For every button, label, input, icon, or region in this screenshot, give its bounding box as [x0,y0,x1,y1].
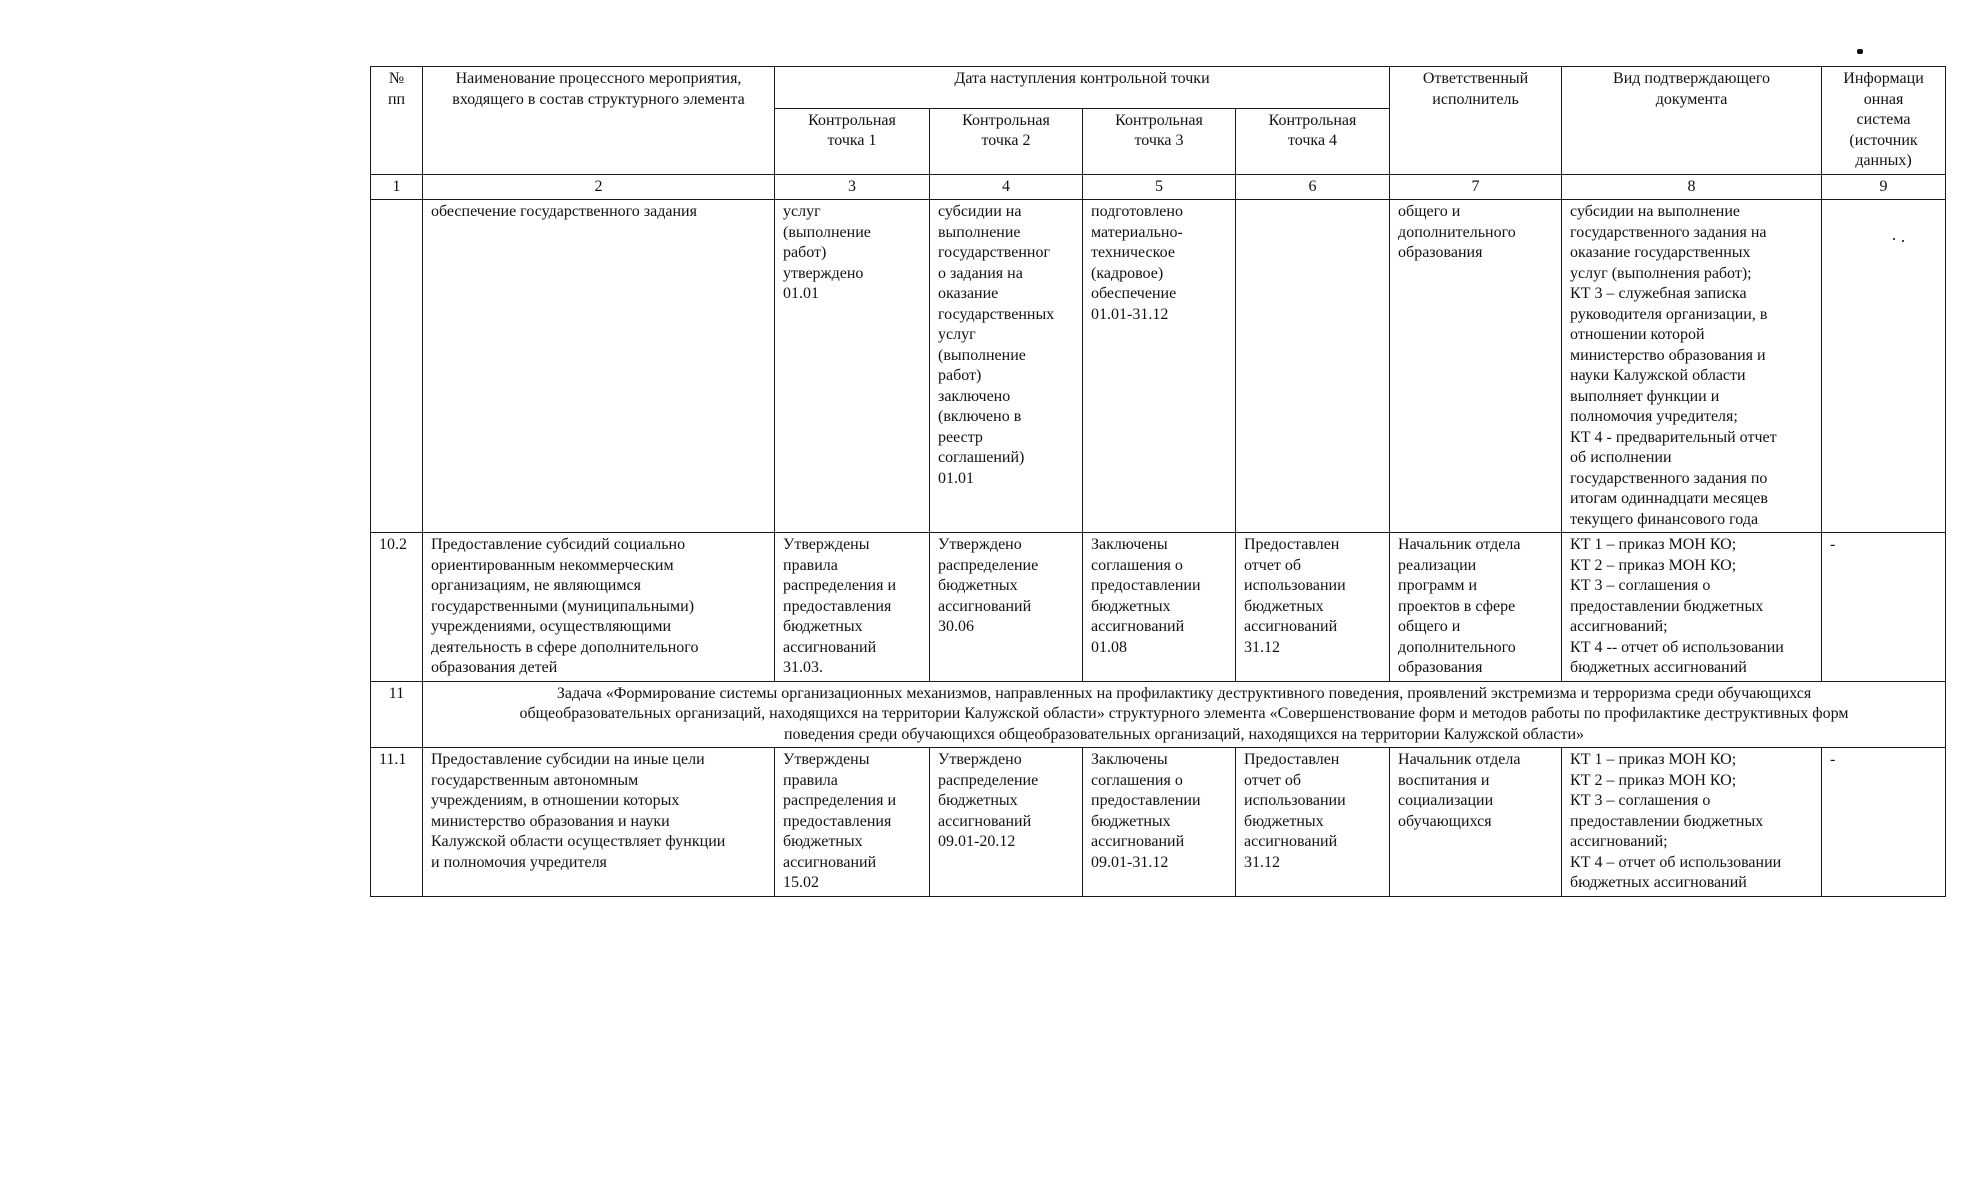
header-name: Наименование процессного мероприятия, входящего в состав структурного элемента [423,67,775,175]
header-row-1 [371,67,1946,109]
row-kt4: Предоставлен отчет об использовании бюджетных ассигнований 31.12 [1236,533,1390,682]
row-document: КТ 1 – приказ МОН КО; КТ 2 – приказ МОН КО; КТ 3 – соглашения о предоставлении бюджетных ассигнований; КТ 4 – отчет об использовании бюджетных ассигнований [1562,748,1822,897]
header-kt3: Контрольная точка 3 [1083,108,1236,174]
row-info: - [1822,533,1946,682]
row-document: КТ 1 – приказ МОН КО; КТ 2 – приказ МОН КО; КТ 3 – соглашения о предоставлении бюджетных ассигнований; КТ 4 -- отчет об использовании бюджетных ассигнований [1562,533,1822,682]
row-responsible: Начальник отдела реализации программ и проектов в сфере общего и дополнительного образования [1390,533,1562,682]
col-number: 9 [1822,174,1946,200]
header-document: Вид подтверждающего документа [1562,67,1822,175]
col-number: 7 [1390,174,1562,200]
row-num [371,200,423,533]
row-responsible: Начальник отдела воспитания и социализации обучающихся [1390,748,1562,897]
row-name: обеспечение государственного задания [423,200,775,533]
task-num: 11 [371,681,423,748]
table-row [371,533,1946,682]
row-kt2: Утверждено распределение бюджетных ассигнований 30.06 [930,533,1083,682]
col-number: 2 [423,174,775,200]
header-kt4: Контрольная точка 4 [1236,108,1390,174]
task-row [371,681,1946,748]
row-name: Предоставление субсидии на иные цели государственным автономным учреждениям, в отношении которых министерство образования и науки Калужской области осуществляет функции и полномочия учредителя [423,748,775,897]
col-number: 3 [775,174,930,200]
header-num: № пп [371,67,423,175]
row-kt3: подготовлено материально- техническое (кадровое) обеспечение 01.01-31.12 [1083,200,1236,533]
col-number: 5 [1083,174,1236,200]
header-responsible: Ответственный исполнитель [1390,67,1562,175]
col-number: 1 [371,174,423,200]
row-kt1: Утверждены правила распределения и предоставления бюджетных ассигнований 31.03. [775,533,930,682]
row-kt4 [1236,200,1390,533]
header-kt2: Контрольная точка 2 [930,108,1083,174]
row-kt4: Предоставлен отчет об использовании бюджетных ассигнований 31.12 [1236,748,1390,897]
col-number: 8 [1562,174,1822,200]
row-kt1: услуг (выполнение работ) утверждено 01.01 [775,200,930,533]
row-kt2: субсидии на выполнение государственног о задания на оказание государственных услуг (выполнение работ) заключено (включено в реестр соглашений) 01.01 [930,200,1083,533]
row-num: 11.1 [371,748,423,897]
header-dates: Дата наступления контрольной точки [775,67,1390,109]
task-text: Задача «Формирование системы организационных механизмов, направленных на профилактику деструктивного поведения, проявлений экстремизма и терроризма среди обучающихся общеобразовательных организаций, находящихся на территории Калужской области» структурного элемента «Совершенствование форм и методов работы по профилактике деструктивных форм поведения среди обучающихся общеобразовательных организаций, находящихся на территории Калужской области» [423,681,1946,748]
row-info: - [1822,748,1946,897]
row-kt3: Заключены соглашения о предоставлении бюджетных ассигнований 01.08 [1083,533,1236,682]
row-kt3: Заключены соглашения о предоставлении бюджетных ассигнований 09.01-31.12 [1083,748,1236,897]
col-number: 4 [930,174,1083,200]
row-document: субсидии на выполнение государственного задания на оказание государственных услуг (выполнения работ); КТ 3 – служебная записка руководителя организации, в отношении которой министерство образования и науки Калужской области выполняет функции и полномочия учредителя; КТ 4 - предварительный отчет об исполнении государственного задания по итогам одиннадцати месяцев текущего финансового года [1562,200,1822,533]
table-row [371,200,1946,533]
col-number: 6 [1236,174,1390,200]
scan-mark [1857,49,1863,54]
header-info-system: Информаци онная система (источник данных) [1822,67,1946,175]
column-number-row [371,174,1946,200]
control-points-table [370,66,1946,897]
row-name: Предоставление субсидий социально ориентированным некоммерческим организациям, не являющимся государственными (муниципальными) учреждениями, осуществляющими деятельность в сфере дополнительного образования детей [423,533,775,682]
table-row [371,748,1946,897]
row-responsible: общего и дополнительного образования [1390,200,1562,533]
row-info [1822,200,1946,533]
row-kt2: Утверждено распределение бюджетных ассигнований 09.01-20.12 [930,748,1083,897]
row-num: 10.2 [371,533,423,682]
header-kt1: Контрольная точка 1 [775,108,930,174]
row-kt1: Утверждены правила распределения и предоставления бюджетных ассигнований 15.02 [775,748,930,897]
